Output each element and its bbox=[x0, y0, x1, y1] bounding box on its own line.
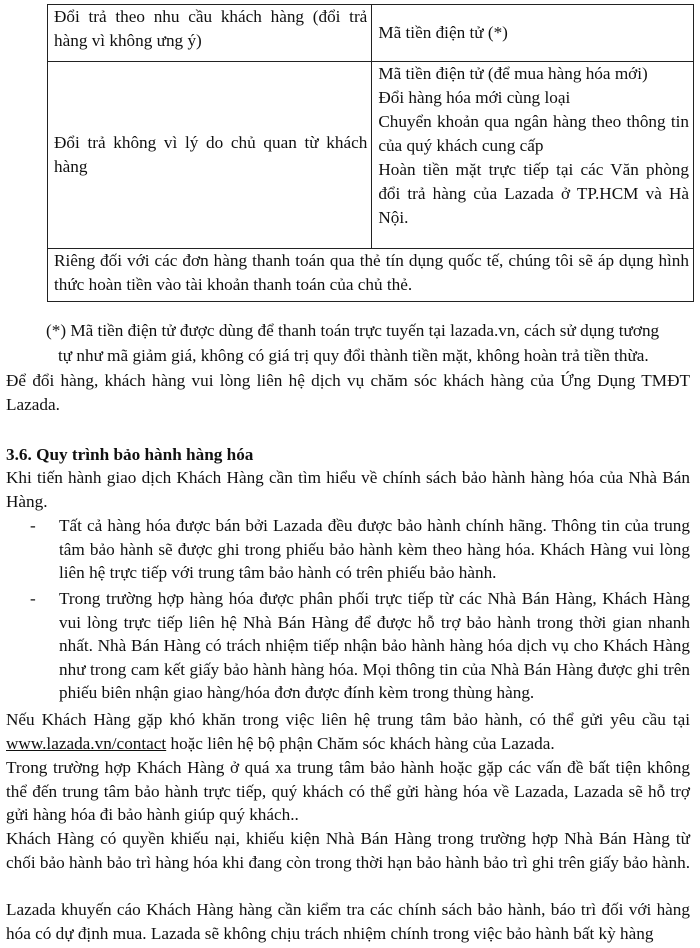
footnote-line: tự như mã giảm giá, không có giá trị quy đổi thành tiền mặt, không hoàn trả tiền thừa. bbox=[58, 345, 649, 365]
list-item bbox=[30, 514, 690, 585]
footnote-line: (*) Mã tiền điện tử được dùng để thanh toán trực tuyến tại lazada.vn, cách sử dụng tương bbox=[46, 321, 660, 340]
difficulty-text-post: hoặc liên hệ bộ phận Chăm sóc khách hàng của Lazada. bbox=[166, 733, 555, 753]
table-row bbox=[48, 62, 694, 249]
bullet-text: Tất cả hàng hóa được bán bởi Lazada đều được bảo hành chính hãng. Thông tin của trung tâm bảo hành sẽ được ghi trong phiếu bảo hành kèm theo hàng hóa. Khách Hàng vui lòng liên hệ trực tiếp với trung tâm bảo hành có trên phiếu bảo hành. bbox=[59, 516, 690, 582]
table-row bbox=[48, 5, 694, 62]
footnote bbox=[46, 319, 690, 368]
refund-option: Đổi hàng hóa mới cùng loại bbox=[378, 88, 571, 107]
difficulty-paragraph bbox=[6, 708, 690, 755]
complaint-paragraph: Khách Hàng có quyền khiếu nại, khiếu kiện Nhà Bán Hàng trong trường hợp Nhà Bán Hàng từ chối bảo hành bảo trì hàng hóa khi đang còn trong thời hạn bảo hành bảo trì ghi trên giấy bảo hành. bbox=[6, 829, 691, 872]
bullet-dash: - bbox=[30, 589, 36, 608]
refund-method-table bbox=[47, 4, 694, 302]
refund-method-cell bbox=[372, 62, 694, 249]
exchange-contact-paragraph: Để đổi hàng, khách hàng vui lòng liên hệ dịch vụ chăm sóc khách hàng của Ứng Dụng TMĐT Lazada. bbox=[6, 371, 690, 414]
refund-option: Chuyển khoản qua ngân hàng theo thông tin của quý khách cung cấp bbox=[378, 112, 689, 155]
contact-link[interactable]: www.lazada.vn/contact bbox=[6, 733, 167, 753]
section-intro: Khi tiến hành giao dịch Khách Hàng cần tìm hiểu về chính sách bảo hành hàng hóa của Nhà Bán Hàng. bbox=[6, 468, 690, 511]
refund-method-cell: Mã tiền điện tử (*) bbox=[372, 5, 694, 62]
bullet-dash: - bbox=[30, 516, 36, 535]
far-away-paragraph: Trong trường hợp Khách Hàng ở quá xa trung tâm bảo hành hoặc gặp các vấn đề bất tiện không thể đến trung tâm bảo hành trực tiếp, quý khách có thể gửi hàng hóa về Lazada, Lazada sẽ hỗ trợ gửi hàng hóa đi bảo hành giúp quý khách.. bbox=[6, 758, 690, 824]
refund-option: Mã tiền điện tử (để mua hàng hóa mới) bbox=[378, 64, 648, 83]
refund-case-cell: Đổi trả theo nhu cầu khách hàng (đổi trả hàng vì không ưng ý) bbox=[48, 5, 372, 62]
section-heading: 3.6. Quy trình bảo hành hàng hóa bbox=[6, 445, 254, 464]
table-row bbox=[48, 249, 694, 302]
credit-card-note-cell: Riêng đối với các đơn hàng thanh toán qua thẻ tín dụng quốc tế, chúng tôi sẽ áp dụng hình thức hoàn tiền vào tài khoản thanh toán của chủ thẻ. bbox=[48, 249, 694, 302]
difficulty-text-pre: Nếu Khách Hàng gặp khó khăn trong việc liên hệ trung tâm bảo hành, có thể gửi yêu cầu tại bbox=[6, 710, 690, 729]
bullet-text: Trong trường hợp hàng hóa được phân phối trực tiếp từ các Nhà Bán Hàng, Khách Hàng vui lòng trực tiếp liên hệ Nhà Bán Hàng để được hỗ trợ bảo hành trong thời gian nhanh nhất. Nhà Bán Hàng có trách nhiệm tiếp nhận bảo hành hàng hóa dịch vụ cho Khách Hàng như trong cam kết giấy bảo hành hàng hóa. Mọi thông tin của Nhà Bán Hàng được ghi trên phiếu biên nhận giao hàng/hóa đơn được đính kèm trong thùng hàng. bbox=[59, 589, 690, 702]
refund-case-cell: Đổi trả không vì lý do chủ quan từ khách hàng bbox=[48, 62, 372, 249]
recommendation-paragraph: Lazada khuyến cáo Khách Hàng hàng cần kiểm tra các chính sách bảo hành, báo trì đối với hàng hóa có dự định mua. Lazada sẽ không chịu trách nhiệm chính trong việc bảo hành bất kỳ hàng bbox=[6, 900, 690, 943]
list-item bbox=[30, 587, 690, 705]
refund-option: Hoàn tiền mặt trực tiếp tại các Văn phòng đổi trả hàng của Lazada ở TP.HCM và Hà Nội. bbox=[378, 160, 689, 227]
